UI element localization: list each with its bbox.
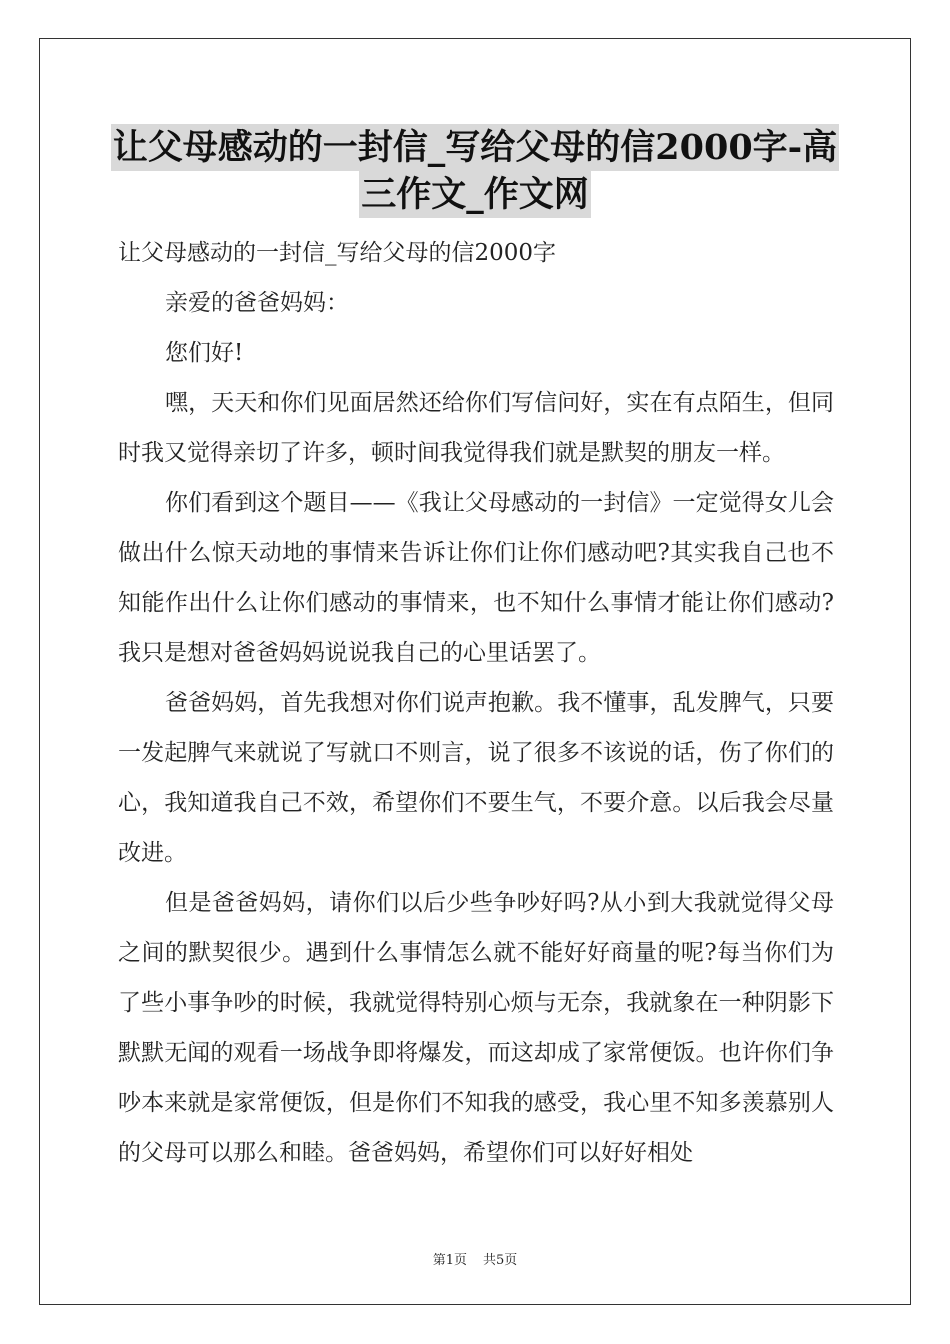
paragraph: 嘿，天天和你们见面居然还给你们写信问好，实在有点陌生，但同时我又觉得亲切了许多，顿时间我觉得我们就是默契的朋友一样。 xyxy=(118,390,834,466)
document-title xyxy=(110,124,840,218)
paragraph: 但是爸爸妈妈，请你们以后少些争吵好吗?从小到大我就觉得父母之间的默契很少。遇到什么事情怎么就不能好好商量的呢?每当你们为了些小事争吵的时候，我就觉得特别心烦与无奈，我就象在一种阴影下默默无闻的观看一场战争即将爆发，而这却成了家常便饭。也许你们争吵本来就是家常便饭，但是你们不知我的感受，我心里不知多羡慕别人的父母可以那么和睦。爸爸妈妈，希望你们可以好好相处 xyxy=(118,890,834,1166)
paragraph-greeting: 亲爱的爸爸妈妈： xyxy=(165,290,349,316)
paragraph: 爸爸妈妈，首先我想对你们说声抱歉。我不懂事，乱发脾气，只要一发起脾气来就说了写就口不则言，说了很多不该说的话，伤了你们的心，我知道我自己不效，希望你们不要生气，不要介意。以后我会尽量改进。 xyxy=(118,690,834,866)
title-line-2: 三作文_作文网 xyxy=(359,171,591,218)
subtitle: 让父母感动的一封信_写给父母的信2000字 xyxy=(118,240,557,266)
page-number: 第1页 xyxy=(432,1253,467,1268)
paragraph-hello: 您们好! xyxy=(165,340,244,366)
paragraph: 你们看到这个题目——《我让父母感动的一封信》一定觉得女儿会做出什么惊天动地的事情来告诉让你们让你们感动吧?其实我自己也不知能作出什么让你们感动的事情来，也不知什么事情才能让你们感动?我只是想对爸爸妈妈说说我自己的心里话罢了。 xyxy=(118,490,834,666)
document-body xyxy=(118,228,834,1178)
page-total: 共5页 xyxy=(483,1253,518,1268)
title-line-1: 让父母感动的一封信_写给父母的信2000字-高 xyxy=(111,124,839,171)
page-footer xyxy=(0,1249,950,1268)
